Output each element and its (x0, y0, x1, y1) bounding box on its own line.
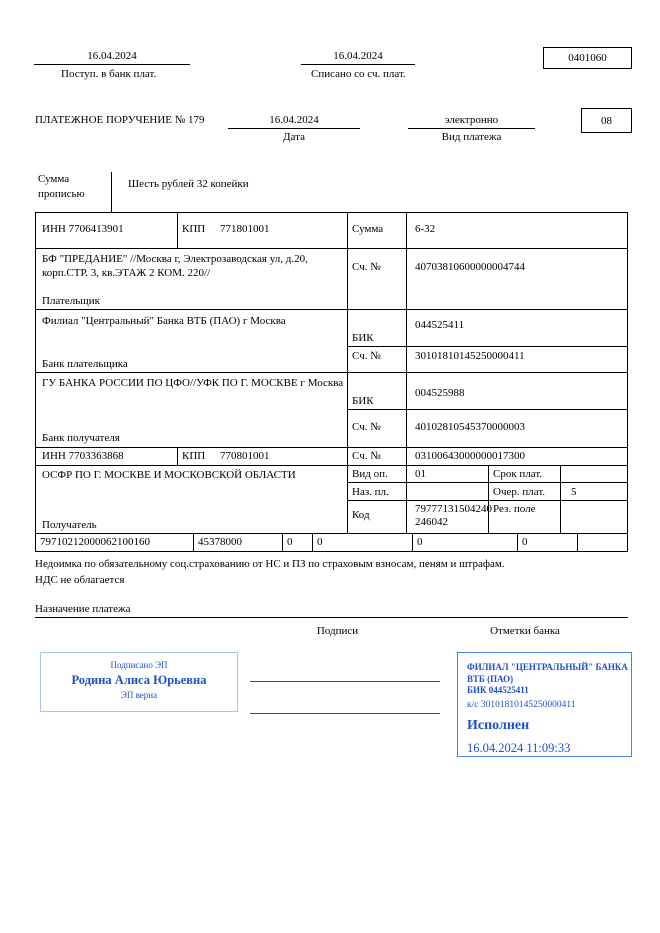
recipient-account-label: Сч. № (352, 450, 381, 462)
grid-line (347, 482, 627, 483)
document-title: ПЛАТЕЖНОЕ ПОРУЧЕНИЕ № 179 (35, 114, 205, 126)
reserve-field-label: Рез. поле (493, 503, 536, 515)
bank-stamp-datetime: 16.04.2024 11:09:33 (467, 740, 571, 755)
payer-bank-corr-label: Сч. № (352, 350, 381, 362)
purpose-label: Назначение платежа (35, 603, 131, 615)
payment-term-label: Срок плат. (493, 468, 543, 480)
payer-name-line2: корп.СТР. 3, кв.ЭТАЖ 2 КОМ. 220// (42, 267, 211, 279)
payer-bank-bik: 044525411 (415, 319, 465, 331)
debited-date-underline (301, 64, 415, 65)
signature-line (250, 681, 440, 682)
recipient-bank-account-label: Сч. № (352, 421, 381, 433)
payer-account: 40703810600000004744 (415, 261, 525, 273)
grid-line (412, 533, 413, 551)
signed-with-es-label: Подписано ЭП (110, 660, 168, 670)
grid-line (36, 248, 627, 249)
payer-name-line1: БФ "ПРЕДАНИЕ" //Москва г, Электрозаводская ул, д.20, (42, 253, 308, 265)
bank-stamp-corr-account: к/с 30101810145250000411 (467, 699, 576, 710)
code-value: 79777131504240246042 (415, 503, 492, 528)
payer-kpp-label: КПП (182, 223, 206, 235)
bank-stamp-branch-line1: ФИЛИАЛ "ЦЕНТРАЛЬНЫЙ" БАНКА (467, 662, 628, 672)
signature-line (250, 713, 440, 714)
document-number: 0 (417, 536, 423, 548)
grid-line (347, 346, 627, 347)
payment-kind-label: Вид платежа (441, 131, 502, 143)
recipient-bank-bik-label: БИК (352, 395, 374, 407)
payment-basis: 0 (287, 536, 293, 548)
grid-line (347, 213, 348, 533)
code-label: Код (352, 509, 370, 521)
recipient-bank-label: Банк получателя (42, 432, 120, 444)
operation-type-value: 01 (415, 468, 426, 480)
amount-in-words: Шесть рублей 32 копейки (128, 178, 249, 190)
payment-purpose-code-label: Наз. пл. (352, 486, 389, 498)
payer-bank-corr: 30101810145250000411 (415, 350, 525, 362)
payer-name (42, 252, 308, 280)
payment-table (35, 212, 628, 552)
grid-line (347, 500, 627, 501)
grid-line (36, 372, 627, 373)
payer-inn: ИНН 7706413901 (42, 223, 124, 235)
oktmo-code: 45378000 (198, 536, 242, 548)
recipient-name: ОСФР ПО Г. МОСКВЕ И МОСКОВСКОЙ ОБЛАСТИ (42, 469, 296, 481)
amount-words-divider (111, 172, 112, 212)
payer-kpp: 771801001 (220, 223, 270, 235)
grid-line (36, 447, 627, 448)
payer-bank-name: Филиал "Центральный" Банка ВТБ (ПАО) г Москва (42, 315, 286, 327)
recipient-bank-account: 40102810545370000003 (415, 421, 525, 433)
purpose-underline (35, 617, 628, 618)
received-in-bank-date: 16.04.2024 (87, 50, 137, 62)
bank-stamp-status: Исполнен (467, 717, 530, 733)
recipient-kpp-label: КПП (182, 450, 206, 462)
grid-line (560, 465, 561, 533)
grid-line (193, 533, 194, 551)
recipient-bank-bik: 004525988 (415, 387, 465, 399)
grid-line (177, 447, 178, 465)
sum-value: 6-32 (415, 223, 436, 235)
debited-from-account-label: Списано со сч. плат. (311, 68, 406, 80)
form-code: 0401060 (568, 52, 607, 64)
tax-period: 0 (317, 536, 323, 548)
payment-kind-value: электронно (444, 114, 499, 126)
signer-name: Родина Алиса Юрьевна (71, 673, 207, 687)
grid-line (577, 533, 578, 551)
payer-bank-label: Банк плательщика (42, 358, 128, 370)
debited-from-account-date: 16.04.2024 (333, 50, 383, 62)
date-underline (228, 128, 360, 129)
bank-marks-label: Отметки банка (490, 625, 560, 637)
document-date: 16.04.2024 (269, 114, 319, 126)
signatures-label: Подписи (316, 625, 359, 637)
electronic-signature-stamp (40, 652, 238, 712)
grid-line (36, 533, 627, 534)
received-in-bank-label: Поступ. в банк плат. (61, 68, 157, 80)
payer-label: Плательщик (42, 295, 100, 307)
grid-line (517, 533, 518, 551)
recipient-bank-name: ГУ БАНКА РОССИИ ПО ЦФО//УФК ПО Г. МОСКВЕ г Москва (42, 377, 344, 389)
status-code-box (581, 108, 632, 133)
status-code: 08 (601, 114, 612, 127)
purpose-line1: Недоимка по обязательному соц.страхованию от НС и ПЗ по страховым взносам, пеням и штрафам. (35, 558, 505, 570)
es-valid-label: ЭП верна (120, 690, 158, 700)
grid-line (36, 309, 627, 310)
bank-execution-stamp (457, 652, 632, 757)
kbk-code: 79710212000062100160 (40, 536, 150, 548)
date-label: Дата (283, 131, 305, 143)
recipient-account: 03100643000000017300 (415, 450, 525, 462)
bank-stamp-branch-line2: ВТБ (ПАО) (467, 673, 514, 684)
grid-line (406, 213, 407, 533)
payer-account-label: Сч. № (352, 261, 381, 273)
recipient-label: Получатель (42, 519, 97, 531)
payment-priority-label: Очер. плат. (493, 486, 546, 498)
amount-words-label-line2: прописью (38, 188, 85, 200)
grid-line (36, 465, 627, 466)
payer-bank-bik-label: БИК (352, 332, 374, 344)
grid-line (312, 533, 313, 551)
grid-line (282, 533, 283, 551)
sum-label: Сумма (352, 223, 384, 235)
received-date-underline (34, 64, 190, 65)
recipient-inn: ИНН 7703363868 (42, 450, 124, 462)
payment-priority-value: 5 (571, 486, 577, 498)
grid-line (177, 213, 178, 248)
amount-words-label-line1: Сумма (38, 173, 70, 185)
form-code-box (543, 47, 632, 69)
grid-line (347, 409, 627, 410)
recipient-kpp: 770801001 (220, 450, 270, 462)
purpose-line2: НДС не облагается (35, 574, 125, 586)
payment-kind-underline (408, 128, 535, 129)
document-date-field: 0 (522, 536, 528, 548)
operation-type-label: Вид оп. (352, 468, 388, 480)
bank-stamp-bik: БИК 044525411 (467, 685, 529, 695)
